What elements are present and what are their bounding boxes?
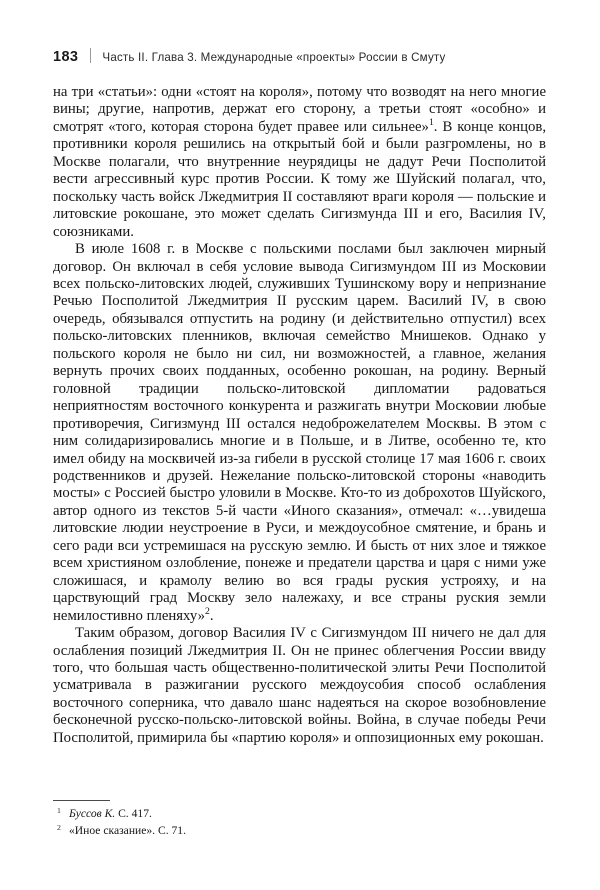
paragraph-1	[53, 84, 546, 241]
running-header	[53, 46, 446, 65]
paragraph-2-tail: .	[209, 607, 214, 624]
paragraph-3-text: Таким образом, договор Василия IV с Сигизмундом III ничего не дал для ослабления позиций Лжедмитрия II. Он не принес облегчения России ввиду того, что большая часть общественно-политической элиты Речи Посполитой усматривала в разжигании русского междоусобия способ ослабления восточного соперника, что давало шанс надеяться на скорое возобновление бесконечной русско-польско-литовской войны. Война, в случае победы Речи Посполитой, примирила бы «партию короля» и оппозиционных ему рокошан.	[53, 625, 546, 746]
paragraph-1-text: на три «статьи»: одни «стоят на короля», потому что возводят на него многие вины; другие, напротив, держат его сторону, а третьи стоят «особно» и смотрят «того, которая сторона будет правее или сильнее»	[53, 84, 546, 135]
footnote-text-1	[69, 807, 546, 822]
footnote-item-2	[53, 824, 546, 840]
header-divider	[90, 48, 91, 63]
footnote-area	[53, 800, 546, 839]
footnote-item-1	[53, 807, 546, 823]
body-text	[53, 84, 546, 747]
footnote-reference-2: «Иное сказание». С. 71.	[69, 823, 187, 837]
footnote-ref-1[interactable]: 1	[428, 117, 434, 128]
page-number: 183	[53, 49, 79, 65]
paragraph-1-tail: . В конце концов, противники короля решились на открытый бой и были разгромлены, но в Москве полагали, что внутренние неурядицы не дадут Речи Посполитой вести агрессивный курс против России. К тому же Шуйский полагал, что, поскольку часть войск Лжедмитрия II составляют враги короля — польские и литовские рокошане, это может сделать Сигизмунда III и его, Василия IV, союзниками.	[53, 118, 547, 240]
paragraph-3	[53, 625, 546, 747]
footnote-number-2: 2	[57, 822, 61, 832]
footnote-ref-2[interactable]: 2	[205, 605, 210, 617]
footnote-number-1: 1	[57, 806, 61, 815]
footnote-separator-rule	[53, 800, 110, 801]
footnote-author-1: Буссов К.	[69, 807, 116, 820]
footnote-reference-1: С. 417.	[115, 807, 152, 820]
paragraph-2-text: В июле 1608 г. в Москве с польскими послами был заключен мирный договор. Он включал в себя условие вывода Сигизмундом III из Московии всех польско-литовских людей, служивших Тушинскому вору и непризнание Речью Посполитой Лжедмитрия II русским царем. Василий IV, в свою очередь, обязывался отпустить на родину (и действительно отпустил) всех польско-литовских пленников, включая семейство Мнишеков. Однако у польского короля не было ни сил, ни возможностей, а главное, желания вернуть прочих своих подданных, особенно рокошан, на родину. Верный головной традиции польско-литовской дипломатии радоваться неприятностям восточного конкурента и разжигать внутри Московии любые противоречия, Сигизмунд III остался недоброжелателем Москвы. В этом с ним солидаризировались многие и в Польше, и в Литве, особенно те, кто имел обиду на москвичей из-за гибели в русской столице 17 мая 1606 г. своих родственников и друзей. Нежелание польско-литовской стороны «наводить мосты» с Россией быстро уловили в Москве. Кто-то из доброхотов Шуйского, автор одного из текстов 5-й части «Иного сказания», отмечал: «…увидеша литовские людии неустроение в Руси, и междоусобное смятение, и брань и сего ради вси устремишася на русскую землю. И бысть от них злое и тяжкое всем християном озлобление, понеже и предатели царства и царя с ними уже сложишася, и крамолу велию во вся грады руския устрояху, и на царствующий град Москву зело належаху, и все страны руския земли немилостивно пленяху»	[53, 241, 546, 624]
footnote-text-2	[69, 824, 546, 839]
paragraph-2	[53, 241, 546, 625]
chapter-title: Часть II. Глава 3. Международные «проекты» России в Смуту	[102, 51, 446, 64]
